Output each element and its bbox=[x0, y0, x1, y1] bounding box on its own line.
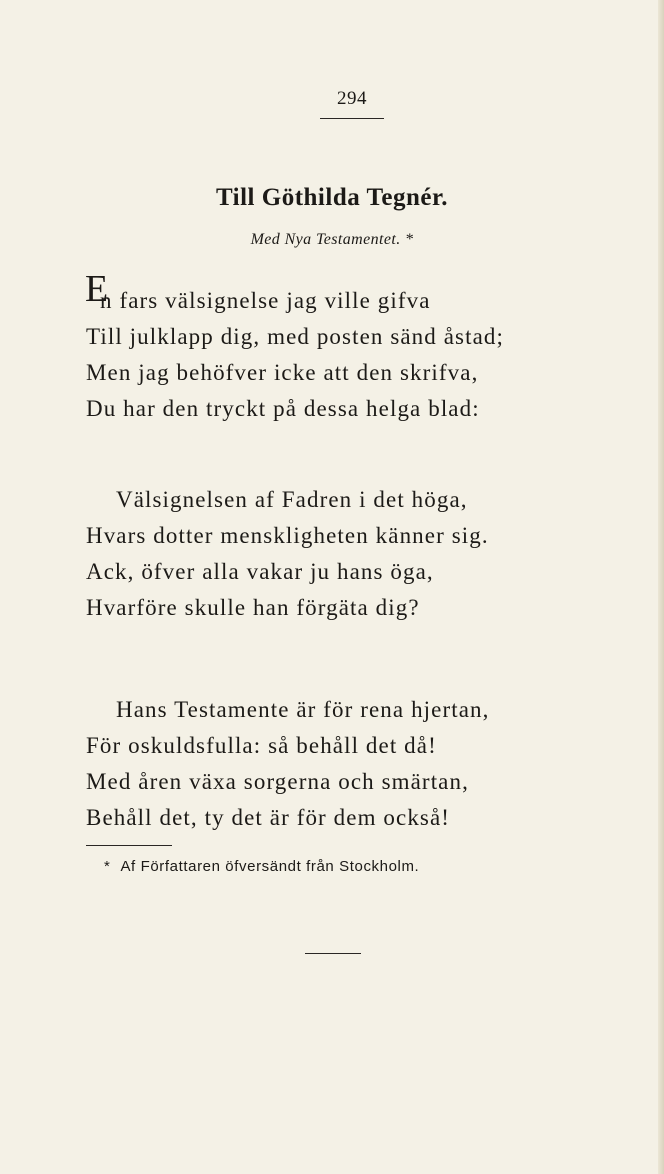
poem-line: För oskuldsfulla: så behåll det då! bbox=[86, 733, 437, 758]
poem-line: Hvars dotter menskligheten känner sig. bbox=[86, 523, 489, 548]
page-number-rule bbox=[320, 118, 384, 119]
footnote-marker: * bbox=[104, 858, 111, 875]
poem-title: Till Göthilda Tegnér. bbox=[215, 184, 449, 211]
poem-subtitle: Med Nya Testamentet. * bbox=[250, 231, 414, 248]
poem-line: Hvarföre skulle han förgäta dig? bbox=[86, 595, 420, 620]
stanza-1 bbox=[86, 283, 646, 427]
page-edge bbox=[658, 0, 664, 1174]
poem-line: Välsignelsen af Fadren i det höga, bbox=[116, 487, 468, 512]
poem-line: Men jag behöfver icke att den skrifva, bbox=[86, 360, 479, 385]
poem-line: n fars välsignelse jag ville gifva bbox=[100, 288, 431, 313]
bottom-rule bbox=[305, 953, 361, 954]
poem-line: Hans Testamente är för rena hjertan, bbox=[116, 697, 490, 722]
poem-line: Du har den tryckt på dessa helga blad: bbox=[86, 396, 480, 421]
stanza-3 bbox=[86, 692, 646, 836]
stanza-2 bbox=[86, 482, 646, 626]
poem-line: Till julklapp dig, med posten sänd åstad; bbox=[86, 324, 504, 349]
drop-cap: E bbox=[85, 268, 109, 310]
page-number: 294 bbox=[337, 88, 367, 109]
poem-line: Ack, öfver alla vakar ju hans öga, bbox=[86, 559, 434, 584]
footnote-rule bbox=[86, 845, 172, 846]
footnote bbox=[104, 858, 419, 875]
poem-line: Behåll det, ty det är för dem också! bbox=[86, 805, 451, 830]
footnote-text: Af Författaren öfversändt från Stockholm. bbox=[120, 858, 420, 875]
poem-line: Med åren växa sorgerna och smärtan, bbox=[86, 769, 469, 794]
